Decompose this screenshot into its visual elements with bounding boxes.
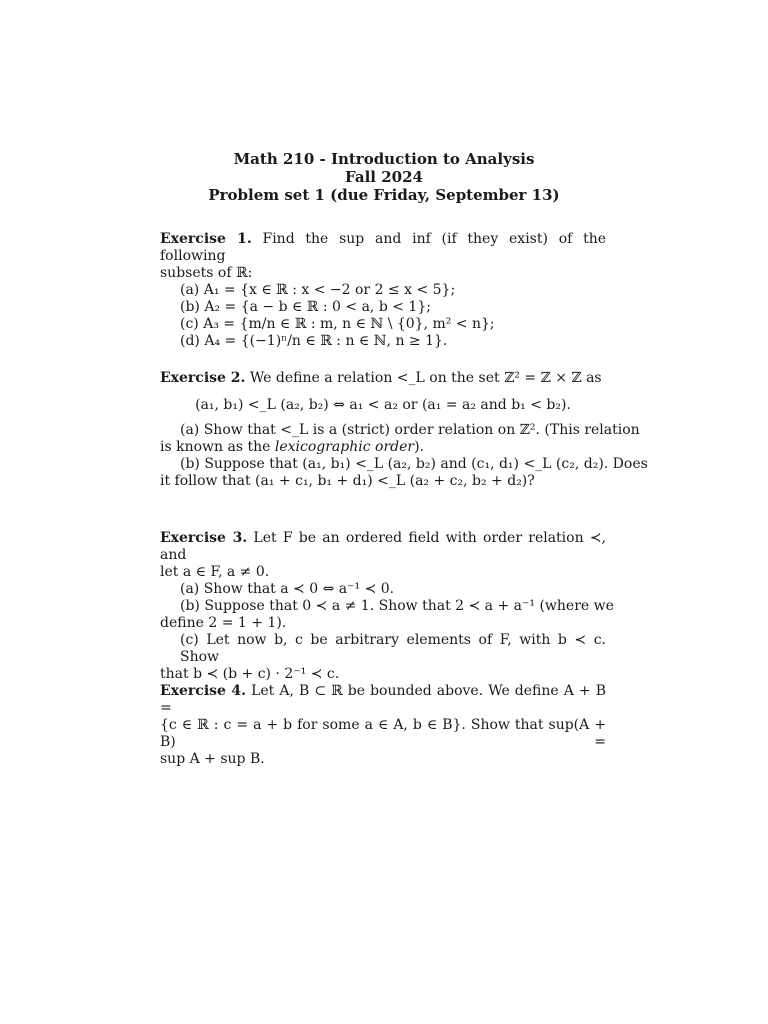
exercise-1-intro-cont: subsets of ℝ: <box>160 265 253 281</box>
exercise-3-intro: Exercise 3. Let F be an ordered field with order relation ≺, and <box>160 530 607 563</box>
exercise-3-title: Exercise 3. <box>160 530 248 546</box>
document-header <box>0 150 768 204</box>
problem-set-title: Problem set 1 (due Friday, September 13) <box>208 186 560 204</box>
term: Fall 2024 <box>345 168 423 186</box>
exercise-1 <box>160 231 606 350</box>
exercise-2-title: Exercise 2. <box>160 370 246 386</box>
exercise-1-intro: Exercise 1. Find the sup and inf (if they exist) of the following <box>160 231 606 264</box>
exercise-2-intro: Exercise 2. We define a relation <_L on the set ℤ² = ℤ × ℤ as <box>160 370 602 386</box>
exercise-3-intro-cont: let a ∈ F, a ≠ 0. <box>160 564 270 580</box>
exercise-2-part-b-line2: it follow that (a₁ + c₁, b₁ + d₁) <_L (a₂ + c₂, b₂ + d₂)? <box>160 473 535 489</box>
exercise-4-line3: sup A + sup B. <box>160 751 265 767</box>
exercise-2-display-equation: (a₁, b₁) <_L (a₂, b₂) ⇔ a₁ < a₂ or (a₁ = a₂ and b₁ < b₂). <box>195 397 571 413</box>
exercise-3-part-c-line2: that b ≺ (b + c) · 2⁻¹ ≺ c. <box>160 666 340 682</box>
exercise-3-part-a: (a) Show that a ≺ 0 ⇔ a⁻¹ ≺ 0. <box>180 581 395 597</box>
exercise-4-line2: {c ∈ ℝ : c = a + b for some a ∈ A, b ∈ B}. Show that sup(A + B) = <box>160 717 606 750</box>
exercise-3-part-b-line2: define 2 = 1 + 1). <box>160 615 287 631</box>
exercise-2-part-a-line1: (a) Show that <_L is a (strict) order relation on ℤ². (This relation <box>180 422 640 438</box>
exercise-1-title: Exercise 1. <box>160 231 252 247</box>
exercise-1-item-a: (a) A₁ = {x ∈ ℝ : x < −2 or 2 ≤ x < 5}; <box>180 282 456 298</box>
exercise-2-part-a-line2: is known as the lexicographic order). <box>160 439 424 455</box>
exercise-1-item-c: (c) A₃ = {m/n ∈ ℝ : m, n ∈ ℕ \ {0}, m² < n}; <box>180 316 495 332</box>
exercise-4-line1: Exercise 4. Let A, B ⊂ ℝ be bounded above. We define A + B = <box>160 683 606 716</box>
exercise-3-part-b-line1: (b) Suppose that 0 ≺ a ≠ 1. Show that 2 ≺ a + a⁻¹ (where we <box>180 598 614 614</box>
exercise-2-part-b-line1: (b) Suppose that (a₁, b₁) <_L (a₂, b₂) and (c₁, d₁) <_L (c₂, d₂). Does <box>180 456 648 472</box>
exercise-1-item-d: (d) A₄ = {(−1)ⁿ/n ∈ ℝ : n ∈ ℕ, n ≥ 1}. <box>180 333 448 349</box>
exercise-4 <box>160 683 606 768</box>
exercise-2 <box>160 370 648 490</box>
exercise-3 <box>160 530 614 683</box>
exercise-1-item-b: (b) A₂ = {a − b ∈ ℝ : 0 < a, b < 1}; <box>180 299 431 315</box>
course-title: Math 210 - Introduction to Analysis <box>233 150 535 168</box>
lexicographic-order-term: lexicographic order <box>274 439 415 455</box>
exercise-3-part-c-line1: (c) Let now b, c be arbitrary elements of F, with b ≺ c. Show <box>180 632 606 665</box>
exercise-4-title: Exercise 4. <box>160 683 247 699</box>
